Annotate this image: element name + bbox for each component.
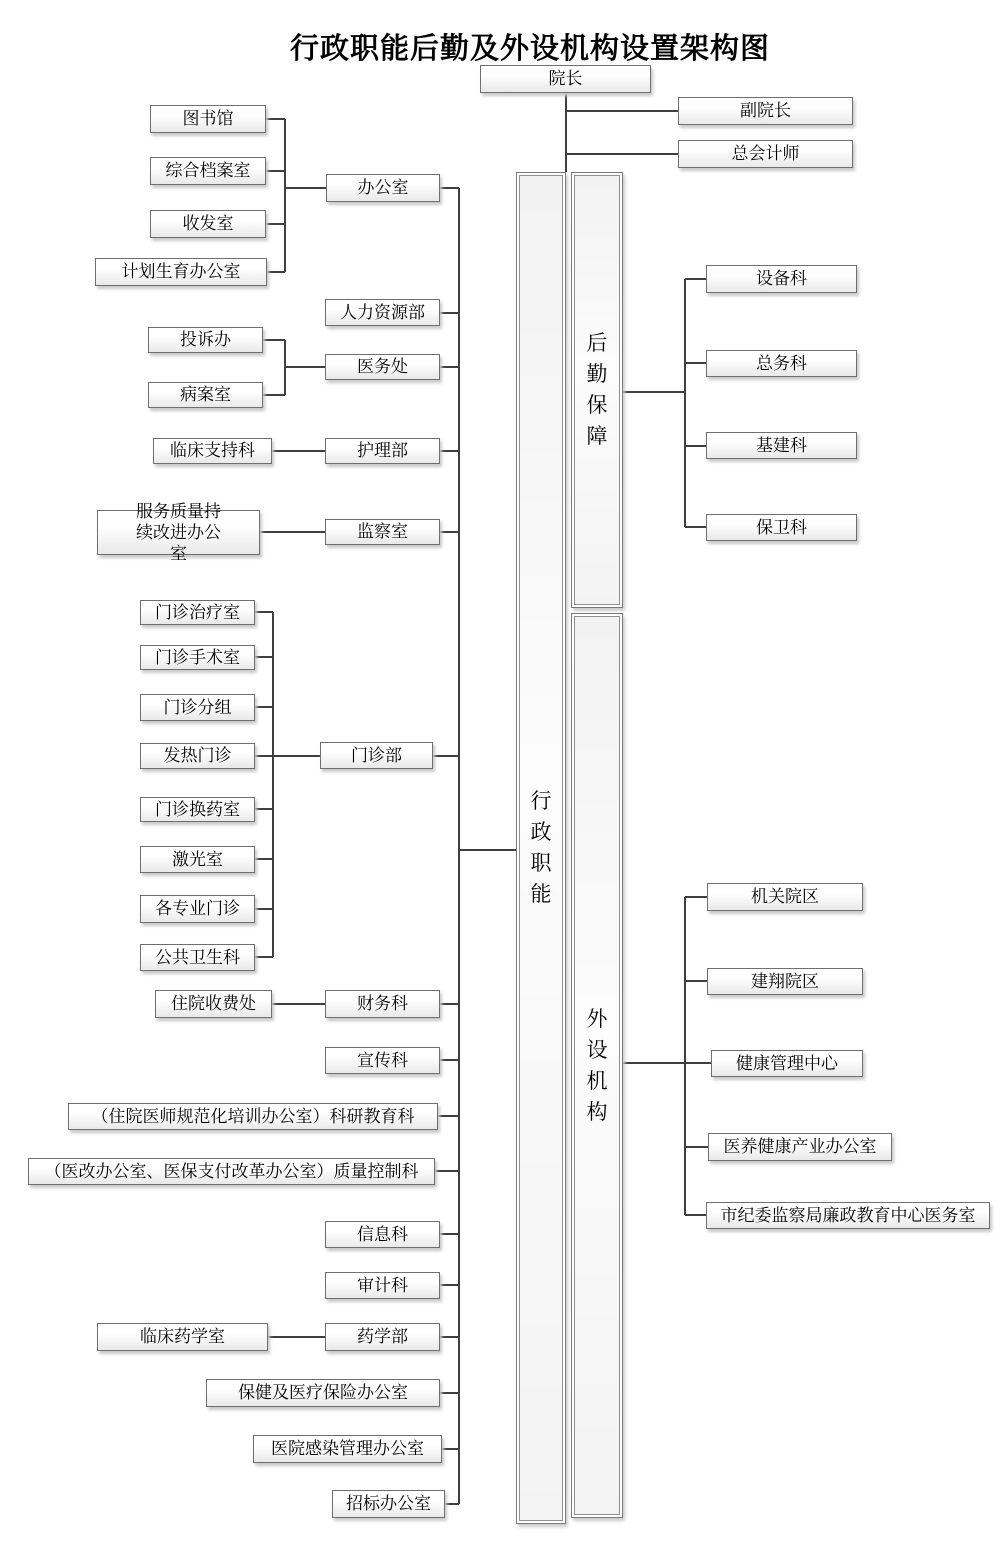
node-hr-department: 人力资源部 (325, 299, 440, 326)
node-equipment: 设备科 (706, 265, 857, 293)
node-clinical-support: 临床支持科 (153, 438, 272, 464)
medical-affairs-children-connectors (263, 340, 325, 395)
node-inpatient-billing: 住院收费处 (155, 990, 272, 1018)
node-service-quality-improvement-office: 服务质量持续改进办公室 (97, 510, 260, 555)
logistics-connectors (623, 279, 706, 527)
pillar-admin-functions (516, 172, 566, 1524)
node-outpatient-operating-room: 门诊手术室 (140, 645, 255, 670)
node-pharmacy: 药学部 (325, 1323, 440, 1351)
node-bidding-office: 招标办公室 (332, 1490, 445, 1518)
node-president: 院长 (480, 65, 651, 93)
node-quality-control: （医改办公室、医保支付改革办公室）质量控制科 (28, 1158, 435, 1185)
admin-trunk-connectors (433, 188, 516, 1504)
node-jianxiang-campus: 建翔院区 (707, 968, 863, 995)
pillar-logistics-support (571, 172, 623, 608)
node-specialty-clinics: 各专业门诊 (140, 895, 255, 923)
pillar-external-orgs (571, 613, 623, 1518)
node-laser-room: 激光室 (140, 846, 255, 873)
node-outpatient-dressing-room: 门诊换药室 (140, 797, 255, 822)
node-outpatient-treatment-room: 门诊治疗室 (140, 600, 255, 625)
node-vice-president: 副院长 (678, 97, 853, 125)
outpatient-children-connectors (255, 612, 320, 957)
node-information: 信息科 (325, 1221, 440, 1248)
node-finance: 财务科 (325, 990, 440, 1018)
node-research-education: （住院医师规范化培训办公室）科研教育科 (68, 1103, 438, 1130)
node-fever-clinic: 发热门诊 (140, 743, 255, 769)
node-chief-accountant: 总会计师 (678, 140, 853, 168)
node-health-management-center: 健康管理中心 (711, 1050, 863, 1077)
node-office: 办公室 (326, 174, 440, 202)
node-complaints-office: 投诉办 (148, 327, 263, 353)
node-medical-records: 病案室 (148, 382, 263, 408)
node-clinical-pharmacy: 临床药学室 (97, 1323, 268, 1351)
node-family-planning-office: 计划生育办公室 (95, 258, 267, 286)
node-discipline-education-center-clinic: 市纪委监察局廉政教育中心医务室 (706, 1202, 990, 1229)
node-healthcare-insurance-office: 保健及医疗保险办公室 (206, 1379, 440, 1407)
node-infrastructure: 基建科 (706, 432, 857, 459)
node-public-health: 公共卫生科 (140, 944, 255, 971)
node-security: 保卫科 (706, 514, 857, 541)
node-outpatient-groups: 门诊分组 (140, 694, 255, 721)
node-supervision-office: 监察室 (325, 519, 440, 545)
node-mail-room: 收发室 (150, 210, 266, 238)
node-organ-campus: 机关院区 (707, 883, 863, 911)
node-general-affairs: 总务科 (706, 350, 857, 377)
node-publicity: 宣传科 (325, 1047, 440, 1074)
pillar-admin-functions-label: 行政职能 (530, 789, 552, 906)
office-children-connectors (266, 119, 326, 272)
external-connectors (623, 897, 711, 1215)
pillar-external-orgs-label: 外设机构 (586, 1006, 608, 1124)
node-nursing-department: 护理部 (325, 438, 440, 464)
pillar-logistics-support-label: 后勤保障 (586, 331, 608, 448)
node-medical-affairs: 医务处 (325, 354, 440, 380)
leadership-connectors (566, 93, 678, 172)
node-archives: 综合档案室 (150, 157, 266, 185)
node-health-industry-office: 医养健康产业办公室 (708, 1133, 892, 1161)
node-infection-control-office: 医院感染管理办公室 (253, 1435, 442, 1463)
node-library: 图书馆 (150, 105, 266, 133)
node-audit: 审计科 (325, 1272, 440, 1299)
chart-title: 行政职能后勤及外设机构设置架构图 (289, 33, 771, 65)
node-outpatient-department: 门诊部 (320, 742, 433, 769)
